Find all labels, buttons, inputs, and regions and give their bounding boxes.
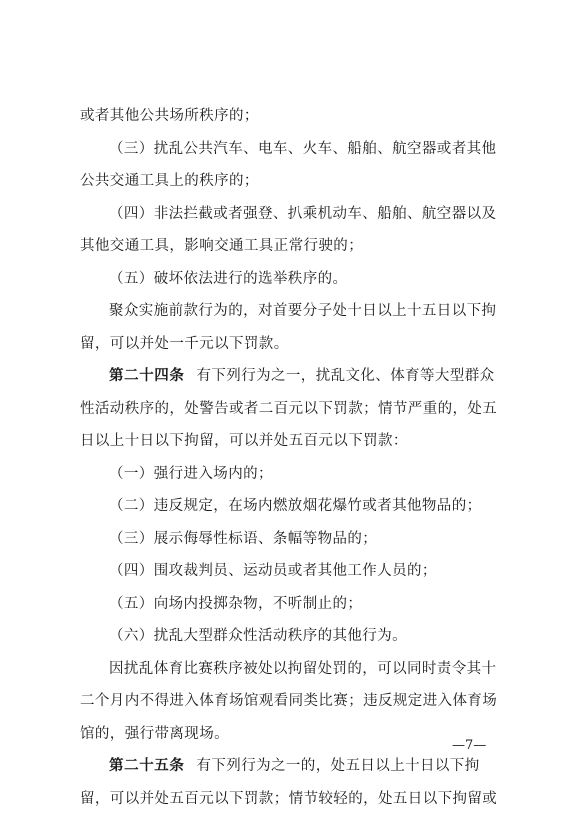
text-line: （六）扰乱大型群众性活动秩序的其他行为。 xyxy=(109,628,407,644)
text-line: 因扰乱体育比赛秩序被处以拘留处罚的，可以同时责令其十 xyxy=(109,660,497,677)
article-number: 第二十四条 xyxy=(109,368,185,384)
article-text: 有下列行为之一，扰乱文化、体育等大型群众 xyxy=(196,368,495,384)
article-heading-line xyxy=(80,360,510,393)
text-line: （四）围攻裁判员、运动员或者其他工作人员的； xyxy=(109,563,437,579)
text-line: （五）向场内投掷杂物，不听制止的； xyxy=(109,595,363,612)
text-line: （四）非法拦截或者强登、扒乘机动车、船舶、航空器以及 xyxy=(109,205,497,222)
text-line: 日以上十日以下拘留，可以并处五百元以下罚款： xyxy=(80,433,408,449)
text-line: （二）违反规定，在场内燃放烟花爆竹或者其他物品的； xyxy=(109,498,482,514)
text-line: 其他交通工具，影响交通工具正常行驶的； xyxy=(80,238,364,254)
text-line: 性活动秩序的，处警告或者二百元以下罚款；情节严重的，处五 xyxy=(80,400,498,417)
text-line: （一）强行进入场内的； xyxy=(109,465,273,482)
article-heading-line xyxy=(80,750,510,783)
text-line: （三）展示侮辱性标语、条幅等物品的； xyxy=(109,530,378,547)
text-line: 留，可以并处一千元以下罚款。 xyxy=(80,335,289,352)
text-line: 馆的，强行带离现场。 xyxy=(80,725,229,742)
text-line: （三）扰乱公共汽车、电车、火车、船舶、航空器或者其他 xyxy=(109,140,497,157)
document-body xyxy=(80,100,510,815)
text-line: （五）破坏依法进行的选举秩序的。 xyxy=(109,270,348,287)
article-number: 第二十五条 xyxy=(109,758,185,774)
text-line: 公共交通工具上的秩序的； xyxy=(80,173,259,189)
article-text: 有下列行为之一的，处五日以上十日以下拘 xyxy=(196,758,480,774)
text-line: 聚众实施前款行为的，对首要分子处十日以上十五日以下拘 xyxy=(109,303,497,319)
text-line: 或者其他公共场所秩序的； xyxy=(80,108,259,124)
text-line: 留，可以并处五百元以下罚款；情节较轻的，处五日以下拘留或 xyxy=(80,790,498,807)
text-line: 二个月内不得进入体育场馆观看同类比赛；违反规定进入体育场 xyxy=(80,693,498,709)
page-number: —7— xyxy=(452,738,487,753)
